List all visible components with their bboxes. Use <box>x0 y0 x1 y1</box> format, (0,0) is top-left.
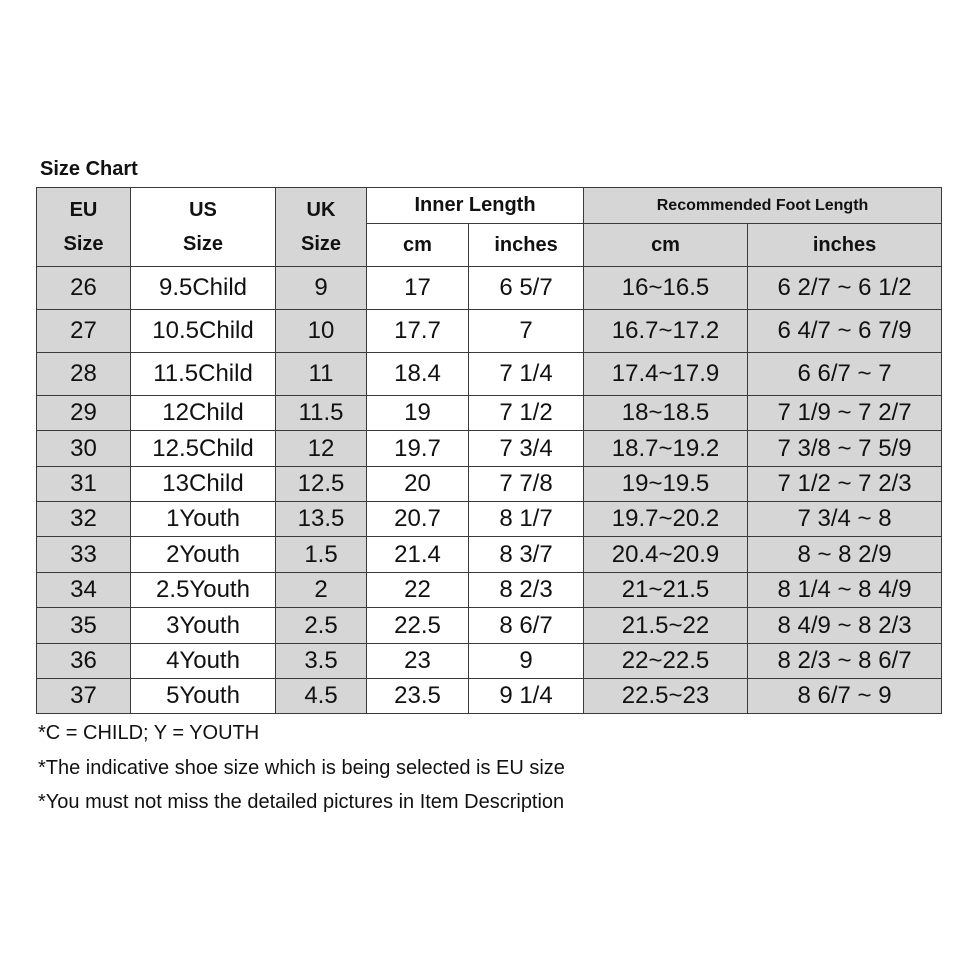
inner-inches-cell: 7 1/4 <box>469 353 584 396</box>
foot-inches-cell: 6 2/7 ~ 6 1/2 <box>748 267 942 310</box>
eu-size-cell: 30 <box>37 431 131 467</box>
foot-inches-cell: 8 6/7 ~ 9 <box>748 679 942 714</box>
table-row <box>37 467 942 502</box>
foot-inches-cell: 8 1/4 ~ 8 4/9 <box>748 573 942 608</box>
note-abbreviation: *C = CHILD; Y = YOUTH <box>38 722 260 744</box>
header-foot-cm: cm <box>584 224 748 267</box>
us-size-cell: 10.5Child <box>131 310 276 353</box>
header-us-size <box>131 188 276 267</box>
uk-size-cell: 12 <box>276 431 367 467</box>
table-row <box>37 396 942 431</box>
inner-cm-cell: 19.7 <box>367 431 469 467</box>
inner-cm-cell: 17.7 <box>367 310 469 353</box>
table-row <box>37 573 942 608</box>
foot-cm-cell: 18.7~19.2 <box>584 431 748 467</box>
size-chart-table <box>36 187 942 714</box>
uk-size-cell: 11 <box>276 353 367 396</box>
eu-size-cell: 26 <box>37 267 131 310</box>
foot-inches-cell: 8 ~ 8 2/9 <box>748 537 942 573</box>
foot-inches-cell: 7 3/4 ~ 8 <box>748 502 942 537</box>
uk-size-cell: 9 <box>276 267 367 310</box>
table-row <box>37 353 942 396</box>
foot-inches-cell: 7 1/2 ~ 7 2/3 <box>748 467 942 502</box>
inner-cm-cell: 22.5 <box>367 608 469 644</box>
foot-inches-cell: 6 4/7 ~ 6 7/9 <box>748 310 942 353</box>
inner-inches-cell: 7 7/8 <box>469 467 584 502</box>
foot-cm-cell: 21~21.5 <box>584 573 748 608</box>
header-eu-sublabel: Size <box>63 233 104 255</box>
us-size-cell: 4Youth <box>131 644 276 679</box>
table-row <box>37 537 942 573</box>
header-uk-label: UK <box>306 199 336 221</box>
eu-size-cell: 35 <box>37 608 131 644</box>
us-size-cell: 1Youth <box>131 502 276 537</box>
header-inner-cm: cm <box>367 224 469 267</box>
foot-inches-cell: 8 4/9 ~ 8 2/3 <box>748 608 942 644</box>
us-size-cell: 2Youth <box>131 537 276 573</box>
inner-cm-cell: 21.4 <box>367 537 469 573</box>
uk-size-cell: 3.5 <box>276 644 367 679</box>
inner-inches-cell: 8 2/3 <box>469 573 584 608</box>
header-uk-size <box>276 188 367 267</box>
table-body <box>37 267 942 714</box>
header-us-sublabel: Size <box>182 233 224 255</box>
inner-inches-cell: 9 <box>469 644 584 679</box>
eu-size-cell: 29 <box>37 396 131 431</box>
inner-inches-cell: 8 6/7 <box>469 608 584 644</box>
inner-cm-cell: 20 <box>367 467 469 502</box>
inner-cm-cell: 19 <box>367 396 469 431</box>
foot-cm-cell: 21.5~22 <box>584 608 748 644</box>
us-size-cell: 12Child <box>131 396 276 431</box>
inner-inches-cell: 7 1/2 <box>469 396 584 431</box>
table-row <box>37 644 942 679</box>
eu-size-cell: 31 <box>37 467 131 502</box>
foot-cm-cell: 22~22.5 <box>584 644 748 679</box>
header-eu-label: EU <box>69 199 98 221</box>
uk-size-cell: 11.5 <box>276 396 367 431</box>
eu-size-cell: 33 <box>37 537 131 573</box>
foot-inches-cell: 7 3/8 ~ 7 5/9 <box>748 431 942 467</box>
note-eu-size: *The indicative shoe size which is being selected is EU size <box>38 756 565 779</box>
uk-size-cell: 10 <box>276 310 367 353</box>
uk-size-cell: 13.5 <box>276 502 367 537</box>
us-size-cell: 3Youth <box>131 608 276 644</box>
foot-inches-cell: 8 2/3 ~ 8 6/7 <box>748 644 942 679</box>
eu-size-cell: 37 <box>37 679 131 714</box>
page-title: Size Chart <box>40 158 138 180</box>
inner-inches-cell: 9 1/4 <box>469 679 584 714</box>
inner-cm-cell: 20.7 <box>367 502 469 537</box>
notes <box>38 716 565 820</box>
uk-size-cell: 12.5 <box>276 467 367 502</box>
foot-cm-cell: 18~18.5 <box>584 396 748 431</box>
uk-size-cell: 1.5 <box>276 537 367 573</box>
inner-inches-cell: 8 1/7 <box>469 502 584 537</box>
table-row <box>37 608 942 644</box>
note-item-description: *You must not miss the detailed pictures in Item Description <box>38 791 565 813</box>
eu-size-cell: 36 <box>37 644 131 679</box>
foot-cm-cell: 20.4~20.9 <box>584 537 748 573</box>
header-uk-sublabel: Size <box>300 233 342 255</box>
uk-size-cell: 4.5 <box>276 679 367 714</box>
inner-cm-cell: 17 <box>367 267 469 310</box>
eu-size-cell: 32 <box>37 502 131 537</box>
table-header <box>37 188 942 267</box>
header-us-label: US <box>189 199 217 221</box>
inner-inches-cell: 6 5/7 <box>469 267 584 310</box>
eu-size-cell: 34 <box>37 573 131 608</box>
table-row <box>37 502 942 537</box>
inner-inches-cell: 8 3/7 <box>469 537 584 573</box>
foot-inches-cell: 6 6/7 ~ 7 <box>748 353 942 396</box>
uk-size-cell: 2 <box>276 573 367 608</box>
inner-inches-cell: 7 3/4 <box>469 431 584 467</box>
foot-inches-cell: 7 1/9 ~ 7 2/7 <box>748 396 942 431</box>
foot-cm-cell: 16~16.5 <box>584 267 748 310</box>
us-size-cell: 5Youth <box>131 679 276 714</box>
eu-size-cell: 27 <box>37 310 131 353</box>
inner-cm-cell: 22 <box>367 573 469 608</box>
header-foot-inches: inches <box>748 224 942 267</box>
table-row <box>37 679 942 714</box>
inner-cm-cell: 23.5 <box>367 679 469 714</box>
header-inner-inches: inches <box>469 224 584 267</box>
header-inner-length: Inner Length <box>367 188 584 224</box>
inner-cm-cell: 23 <box>367 644 469 679</box>
inner-inches-cell: 7 <box>469 310 584 353</box>
us-size-cell: 2.5Youth <box>131 573 276 608</box>
table-row <box>37 310 942 353</box>
header-eu-size <box>37 188 131 267</box>
us-size-cell: 9.5Child <box>131 267 276 310</box>
eu-size-cell: 28 <box>37 353 131 396</box>
us-size-cell: 11.5Child <box>131 353 276 396</box>
inner-cm-cell: 18.4 <box>367 353 469 396</box>
us-size-cell: 12.5Child <box>131 431 276 467</box>
foot-cm-cell: 19.7~20.2 <box>584 502 748 537</box>
uk-size-cell: 2.5 <box>276 608 367 644</box>
foot-cm-cell: 22.5~23 <box>584 679 748 714</box>
table-row <box>37 267 942 310</box>
table-row <box>37 431 942 467</box>
us-size-cell: 13Child <box>131 467 276 502</box>
foot-cm-cell: 17.4~17.9 <box>584 353 748 396</box>
foot-cm-cell: 19~19.5 <box>584 467 748 502</box>
foot-cm-cell: 16.7~17.2 <box>584 310 748 353</box>
header-recommended-foot-length: Recommended Foot Length <box>584 188 942 224</box>
